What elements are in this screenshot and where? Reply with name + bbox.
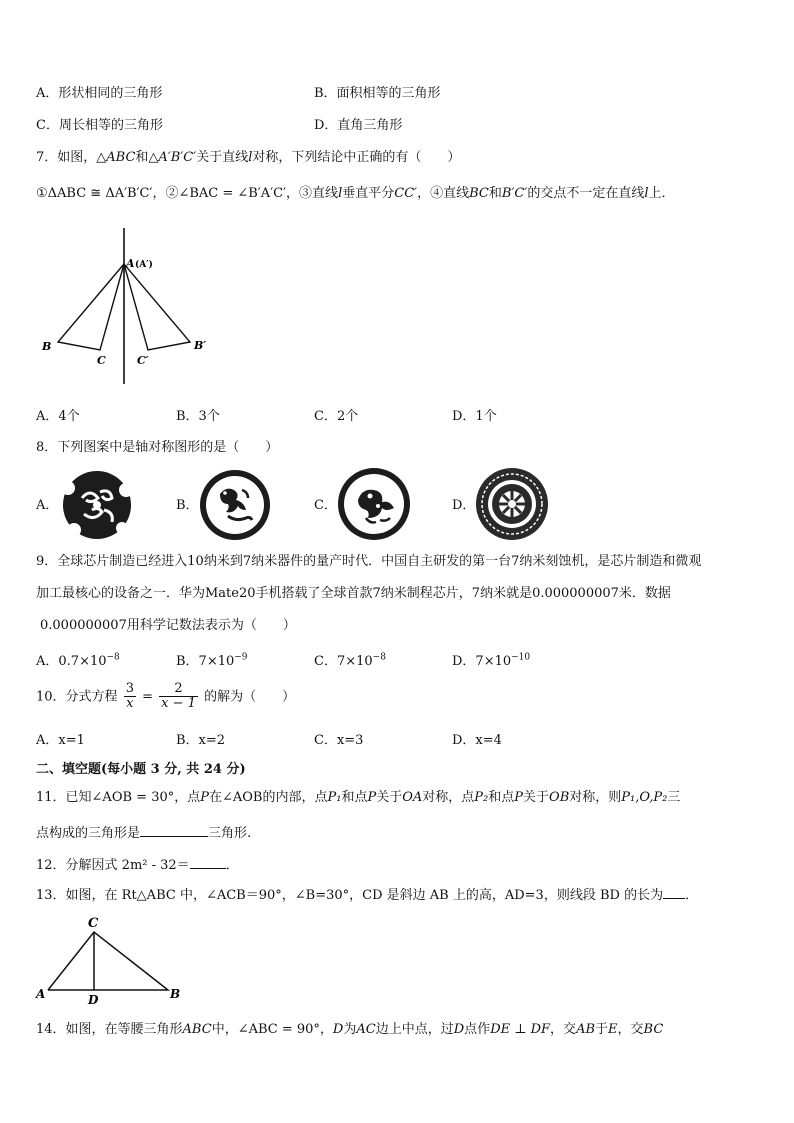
q7-label-b-prime: B′ [194,339,207,352]
q8-wheel-medallion-icon [474,466,550,542]
q7-conclusion-4-bc-prime: B′C′ [501,186,528,201]
q9-option-b-base: B．7×10 [176,654,235,669]
q8-option-d-label: D． [452,498,476,513]
q9-option-c-exponent: −8 [372,652,386,663]
q11-text-b: 在∠AOB的内部，点 [208,790,328,805]
q7-conclusion-4b: 的交点不一定在直线 [527,186,645,201]
q9-option-d-base: D．7×10 [452,654,512,669]
q12-text: 12．分解因式 2m² - 32＝ [36,858,190,873]
q11-text-g: 关于 [523,790,550,805]
q7-triangle-right [124,264,190,350]
q11-ray-oa: OA [402,790,423,805]
q7-conclusion-4-and: 和 [488,186,502,201]
q6-option-a: A．形状相同的三角形 [36,86,163,101]
q9-option-d [452,650,530,669]
q11-text-line2b: 三角形. [208,826,252,841]
q7-label-a: A [126,257,135,270]
q10-option-d: D．x=4 [452,733,502,748]
q10-fraction-1 [124,682,136,712]
q9-option-a-exponent: −8 [106,652,120,663]
q13-end: ． [685,888,699,903]
q14-point-d-2nd: D [453,1022,465,1037]
q10-stem-suffix: 的解为（ ） [204,689,296,705]
q12-answer-blank[interactable] [190,868,226,869]
q14-triangle-abc: ABC [182,1022,212,1037]
q14-text-a: 14．如图，在等腰三角形 [36,1022,183,1037]
q10-option-a: A．x=1 [36,733,85,748]
q13-text: 13．如图，在 Rt△ABC 中，∠ACB＝90°，∠B=30°，CD 是斜边 AB 上的高，AD=3，则线段 BD 的长为 [36,888,664,903]
q13-label-c: C [88,916,99,931]
q7-conclusion-4-l: l [644,186,649,201]
q6-option-d: D．直角三角形 [314,118,403,133]
q7-conclusion-2: ②∠BAC = ∠B′A′C′， [165,186,300,201]
q14-point-e: E [608,1022,618,1037]
q6-option-c: C．周长相等的三角形 [36,118,163,133]
q7-option-d: D．1个 [452,409,497,424]
q11-point-p-2nd: P [367,790,377,805]
q7-label-a-prime: (A′) [135,260,153,270]
q10-option-b: B．x=2 [176,733,226,748]
q7-triangle-left [58,264,124,350]
q11-answer-blank[interactable] [140,836,208,837]
q7-and: 和 [135,150,149,165]
q12-end: ． [225,858,239,873]
q8-cloud-pattern-icon [60,468,134,542]
q8-option-b-label: B． [176,498,199,513]
q11-point-p2: P₂ [474,790,489,805]
q8-phoenix-medallion-icon [336,466,412,542]
q11-point-p-3rd: P [514,790,524,805]
q7-triangle-abc: △ABC [96,150,136,165]
q7-conclusion-3-l: l [338,186,343,201]
q7-option-c: C．2个 [314,409,359,424]
q13-answer-blank[interactable] [663,898,685,899]
q11-stem-line1 [36,786,680,805]
q11-text-i: 三 [667,790,681,805]
q13-label-d: D [88,993,99,1006]
q8-option-a-label: A． [36,498,59,513]
q10-stem-prefix: 10．分式方程 [36,689,118,705]
q13-label-a: A [36,987,46,1001]
q14-text-e: 边上中点，过 [375,1022,454,1037]
q8-stem: 8．下列图案中是轴对称图形的是（ ） [36,440,279,455]
q14-side-ac: AC [356,1022,376,1037]
q7-conclusion-4-bc: BC [469,186,489,201]
q9-option-c [314,650,386,669]
q7-conclusion-3b: 垂直平分 [342,186,395,201]
section-fill-blank-heading: 二、填空题(每小题 3 分, 共 24 分) [36,762,246,777]
q11-stem-line2 [36,822,251,841]
q7-conclusion-3-seg: CC′ [394,186,418,201]
q14-text-b: 中，∠ABC = 90°， [211,1022,333,1037]
q7-symmetry-figure [30,222,230,388]
q9-option-c-base: C．7×10 [314,654,373,669]
q11-point-p: P [200,790,209,805]
q11-text-a: 11．已知∠AOB = 30°，点 [36,790,201,805]
q10-equals: = [142,689,154,705]
q7-label-c: C [97,354,106,367]
q7-conclusion-4a: ④直线 [430,186,470,201]
q7-conclusion-4-end: 上． [648,186,675,201]
q13-triangle [48,932,168,990]
q11-text-d: 关于 [376,790,403,805]
q7-stem-suffix: 对称，下列结论中正确的有（ ） [252,150,461,165]
q9-option-d-exponent: −10 [511,652,531,663]
q7-conclusion-3a: ③直线 [299,186,339,201]
q7-conclusions [36,182,675,201]
q13-label-b: B [170,987,181,1001]
q7-option-a: A．4个 [36,409,80,424]
q10-stem [36,682,295,712]
q11-text-f: 和点 [488,790,515,805]
q11-point-p1: P₁ [327,790,342,805]
q14-side-bc: BC [643,1022,664,1037]
q9-option-b-exponent: −9 [234,652,248,663]
q11-text-h: 对称，则 [569,790,622,805]
q6-option-b: B．面积相等的三角形 [314,86,441,101]
q10-fraction-1-denominator: x [126,696,134,712]
q9-option-b [176,650,248,669]
q7-label-b: B [42,340,52,353]
q10-option-c: C．x=3 [314,733,364,748]
q7-conclusion-1: ①ΔABC ≅ ΔA′B′C′， [36,186,166,201]
q13-right-triangle-figure [30,912,190,1006]
q10-fraction-2 [159,682,198,712]
q9-stem-line1: 9．全球芯片制造已经进入10纳米到7纳米器件的量产时代．中国自主研发的第一台7纳米刻蚀机，是芯片制造和微观 [36,554,702,569]
q7-label-c-prime: C′ [137,354,149,367]
q14-text-i: ，交 [617,1022,644,1037]
q7-line-l: l [248,150,253,165]
q14-point-d: D [332,1022,344,1037]
q14-text-c: 为 [343,1022,357,1037]
q13-stem [36,884,698,903]
q11-text-c: 和点 [341,790,368,805]
q11-ray-ob: OB [549,790,570,805]
q8-dragon-medallion-icon [198,468,272,542]
q12-stem [36,854,239,873]
q9-option-a [36,650,120,669]
q11-text-e: 对称，点 [422,790,475,805]
q7-conclusion-3-end: ， [417,186,431,201]
q7-stem-prefix: 7．如图， [36,150,97,165]
q14-stem [36,1018,663,1037]
q7-stem-mid: 关于直线 [196,150,249,165]
q11-text-line2a: 点构成的三角形是 [36,826,141,841]
q7-stem [36,146,460,165]
q10-fraction-1-numerator: 3 [125,681,134,696]
q10-fraction-2-denominator: x − 1 [161,696,196,712]
q14-text-f: 点作 [464,1022,491,1037]
q9-option-a-base: A．0.7×10 [36,654,107,669]
q14-perpendicular: DE ⊥ DF [490,1022,551,1037]
q11-points-list: P₁,O,P₂ [621,790,668,805]
q9-stem-line3: 0.000000007用科学记数法表示为（ ） [40,618,296,633]
q14-text-h: 于 [595,1022,609,1037]
q14-text-g: ，交 [550,1022,577,1037]
q8-option-c-label: C． [314,498,337,513]
q14-side-ab: AB [576,1022,596,1037]
q7-triangle-abc-prime: △A′B′C′ [148,150,197,165]
q10-fraction-2-numerator: 2 [159,682,198,697]
q9-stem-line2: 加工最核心的设备之一．华为Mate20手机搭载了全球首款7纳米制程芯片，7纳米就是0.000000007米．数据 [36,586,671,601]
q7-option-b: B．3个 [176,409,220,424]
